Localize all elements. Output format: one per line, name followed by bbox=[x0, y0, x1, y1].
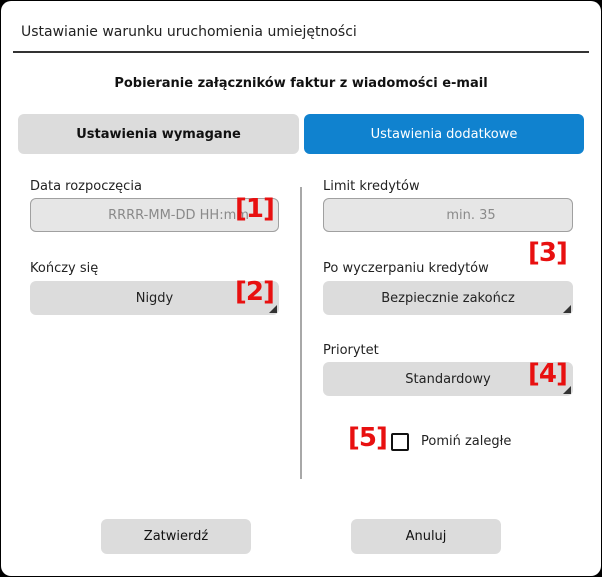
skill-run-condition-dialog bbox=[1, 1, 601, 576]
tab-required-settings[interactable]: Ustawienia wymagane bbox=[18, 114, 299, 154]
annotation-marker-4: [4] bbox=[528, 359, 567, 389]
on-exhausted-select-value: Bezpiecznie zakończ bbox=[381, 290, 515, 306]
dropdown-corner-icon bbox=[563, 305, 571, 313]
annotation-marker-3: [3] bbox=[528, 238, 567, 268]
skill-name: Pobieranie załączników faktur z wiadomości e-mail bbox=[114, 76, 488, 91]
credit-limit-input[interactable] bbox=[323, 198, 573, 232]
on-exhausted-select[interactable] bbox=[323, 281, 573, 315]
column-divider bbox=[300, 187, 302, 479]
skip-overdue-checkbox[interactable] bbox=[391, 433, 409, 451]
credit-limit-placeholder: min. 35 bbox=[446, 207, 496, 223]
start-date-placeholder: RRRR-MM-DD HH:mm bbox=[108, 207, 249, 223]
priority-label: Priorytet bbox=[323, 343, 379, 358]
annotation-marker-1: [1] bbox=[235, 194, 274, 224]
dialog-title: Ustawianie warunku uruchomienia umiejętności bbox=[21, 24, 357, 40]
skip-overdue-label[interactable]: Pomiń zaległe bbox=[421, 434, 512, 449]
tab-additional-settings[interactable]: Ustawienia dodatkowe bbox=[304, 114, 584, 154]
on-exhausted-label: Po wyczerpaniu kredytów bbox=[323, 261, 489, 276]
priority-select-value: Standardowy bbox=[405, 371, 491, 387]
title-divider bbox=[13, 51, 589, 53]
cancel-button[interactable]: Anuluj bbox=[351, 519, 501, 554]
start-date-label: Data rozpoczęcia bbox=[30, 179, 142, 194]
annotation-marker-5: [5] bbox=[348, 423, 387, 453]
credit-limit-label: Limit kredytów bbox=[323, 179, 420, 194]
annotation-marker-2: [2] bbox=[235, 277, 274, 307]
ends-label: Kończy się bbox=[30, 261, 99, 276]
ends-select-value: Nigdy bbox=[135, 290, 174, 306]
confirm-button[interactable]: Zatwierdź bbox=[101, 519, 251, 554]
